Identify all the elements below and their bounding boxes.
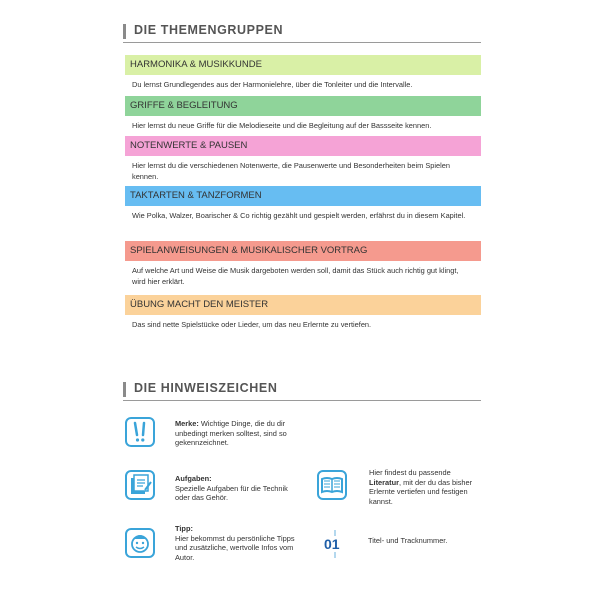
hint-text: , mit der du das bisher Erlernte vertiefen und festigen kannst. — [369, 477, 473, 506]
hints-section-title: DIE HINWEISZEICHEN — [134, 381, 278, 395]
topic-label: ÜBUNG MACHT DEN MEISTER — [125, 295, 481, 315]
topic-description: Hier lernst du die verschiedenen Notenwerte, die Pausenwerte und Besonderheiten beim Spielen kennen. — [132, 161, 450, 181]
section-marker — [123, 382, 126, 397]
topic-label: HARMONIKA & MUSIKKUNDE — [125, 55, 481, 75]
exclamation-icon — [125, 417, 155, 447]
book-icon — [317, 470, 347, 500]
hint-text: Wichtige Dinge, die du dir unbedingt merken solltest, sind so gekennzeichnet. — [175, 419, 287, 448]
topic-notenwerte — [125, 136, 481, 182]
topic-description: Auf welche Art und Weise die Musik dargeboten werden soll, damit das Stück auch richtig gut klingt, wird hier erklärt. — [132, 266, 459, 286]
face-icon — [125, 528, 155, 558]
hint-text: Spezielle Aufgaben für die Technik oder das Gehör. — [175, 483, 288, 503]
task-sheet-icon — [125, 470, 155, 500]
section-rule — [123, 400, 481, 401]
section-marker — [123, 24, 126, 39]
topic-description: Du lernst Grundlegendes aus der Harmonielehre, über die Tonleiter und die Intervalle. — [132, 80, 413, 89]
topic-label: GRIFFE & BEGLEITUNG — [125, 96, 481, 116]
topic-label: SPIELANWEISUNGEN & MUSIKALISCHER VORTRAG — [125, 241, 481, 261]
hint-title: Merke: — [175, 419, 199, 428]
topic-taktarten — [125, 186, 481, 221]
topic-uebung — [125, 295, 481, 330]
hint-text: Titel- und Tracknummer. — [368, 536, 448, 545]
topic-description: Das sind nette Spielstücke oder Lieder, um das neu Erlernte zu vertiefen. — [132, 320, 372, 329]
section-rule — [123, 42, 481, 43]
hint-title: Literatur — [369, 477, 399, 487]
topic-label: NOTENWERTE & PAUSEN — [125, 136, 481, 156]
track-number: 01 — [324, 536, 340, 552]
themes-section-title: DIE THEMENGRUPPEN — [134, 23, 284, 37]
hint-title: Aufgaben: — [175, 474, 212, 483]
topic-description: Hier lernst du neue Griffe für die Melodieseite und die Begleitung auf der Bassseite kennen. — [132, 121, 432, 130]
topic-harmonika — [125, 55, 481, 90]
topic-description: Wie Polka, Walzer, Boarischer & Co richtig gezählt und gespielt werden, erfährst du in diesem Kapitel. — [132, 211, 466, 220]
hint-text: Hier bekommst du persönliche Tipps und zusätzliche, wertvolle Infos vom Autor. — [175, 533, 295, 562]
topic-label: TAKTARTEN & TANZFORMEN — [125, 186, 481, 206]
topic-griffe — [125, 96, 481, 131]
topic-spielanweisungen — [125, 241, 481, 287]
hint-title: Tipp: — [175, 524, 193, 533]
hint-text-pre: Hier findest du passende — [369, 468, 451, 477]
